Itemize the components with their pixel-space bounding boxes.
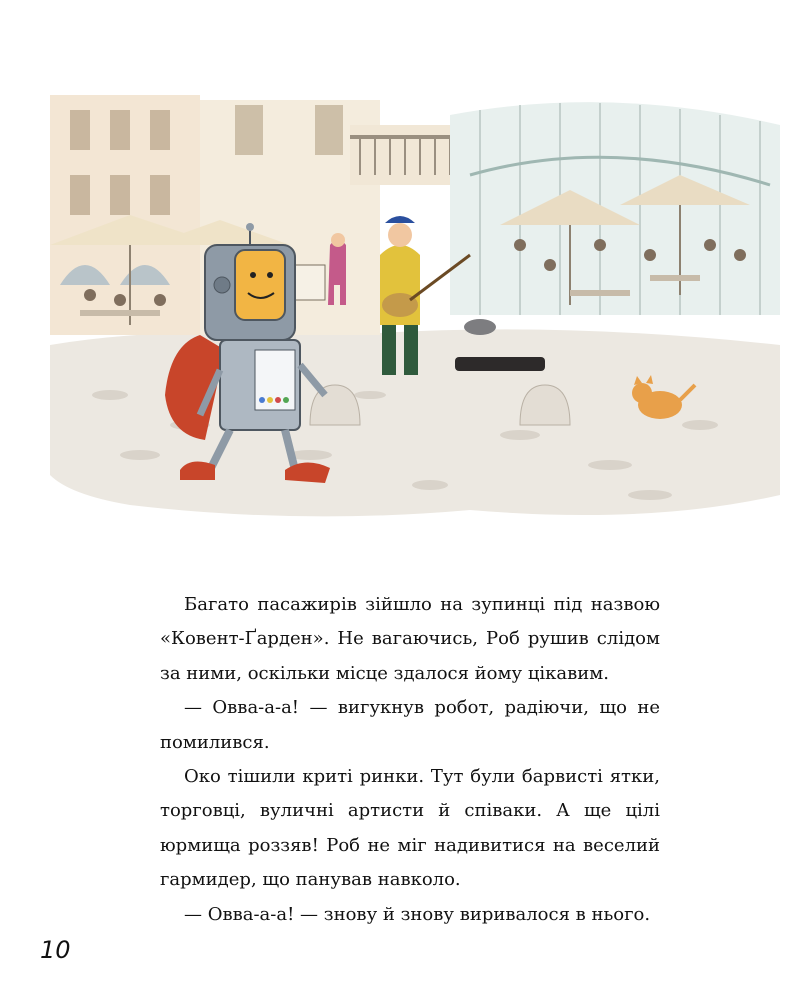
story-text [160, 588, 660, 932]
paragraph-2: — Овва-а-а! — вигукнув робот, радіючи, що не помилився. [160, 697, 660, 753]
page-number: 10 [40, 936, 71, 964]
paragraph-4: — Овва-а-а! — знову й знову виривалося в нього. [184, 903, 651, 925]
robot-market-scene-illustration [50, 95, 780, 525]
scene-illustration [50, 95, 780, 525]
paragraph-3: Око тішили криті ринки. Тут були барвисті ятки, торговці, вуличні артисти й співаки. А ще цілі юрмища роззяв! Роб не міг надивитися на веселий гармидер, що панував навколо. [160, 766, 660, 891]
paragraph-1: Багато пасажирів зійшло на зупинці під назвою «Ковент-Ґарден». Не вагаючись, Роб рушив слідом за ними, оскільки місце здалося йому цікавим. [160, 594, 660, 684]
